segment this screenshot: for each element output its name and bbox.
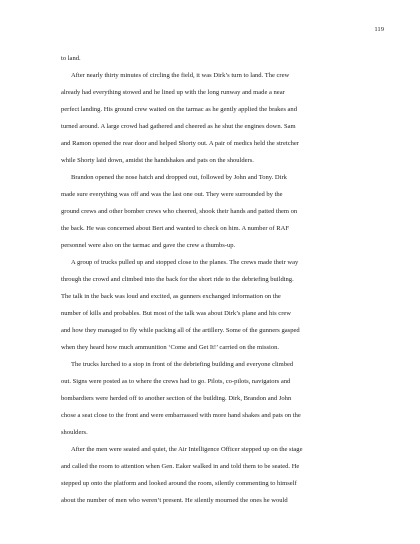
text-line: through the crowd and climbed into the back for the short ride to the debriefing building. [61, 276, 294, 283]
text-line: chose a seat close to the front and were embarrassed with more hand shakes and pats on the [61, 412, 301, 419]
text-line: After the men were seated and quiet, the Air Intelligence Officer stepped up on the stage [71, 446, 303, 453]
text-line: and how they managed to fly while packing all of the artillery. Some of the gunners gasped [61, 327, 300, 334]
text-line: personnel were also on the tarmac and gave the crew a thumbs-up. [61, 242, 236, 249]
text-line: The talk in the back was loud and excited, as gunners exchanged information on the [61, 293, 281, 300]
text-line: made sure everything was off and was the last one out. They were surrounded by the [61, 191, 283, 198]
text-line: Brandon opened the nose hatch and dropped out, followed by John and Tony. Dirk [71, 174, 287, 181]
text-line: shoulders. [61, 429, 88, 436]
text-line: to land. [61, 55, 81, 62]
text-line: already had everything stowed and he lined up with the long runway and made a near [61, 89, 285, 96]
text-line: about the number of men who weren’t present. He silently mourned the ones he would [61, 497, 288, 504]
text-line: and called the room to attention when Gen. Eaker walked in and told them to be seated. He [61, 463, 300, 470]
text-line: A group of trucks pulled up and stopped close to the planes. The crews made their way [71, 259, 299, 266]
page-number: 119 [374, 26, 384, 33]
text-line: ground crews and other bomber crews who cheered, shook their hands and patted them on [61, 208, 298, 215]
text-line: turned around. A large crowd had gathered and cheered as he shut the engines down. Sam [61, 123, 296, 130]
text-line: The trucks lurched to a stop in front of the debriefing building and everyone climbed [71, 361, 294, 368]
text-line: when they heard how much ammunition ‘Come and Get It!’ carried on the mission. [61, 344, 280, 351]
text-line: the back. He was concerned about Bert and wanted to check on him. A number of RAF [61, 225, 289, 232]
text-line: number of kills and probables. But most of the talk was about Dirk’s plane and his crew [61, 310, 292, 317]
text-line: while Shorty laid down, amidst the handshakes and pats on the shoulders. [61, 157, 254, 164]
text-line: perfect landing. His ground crew waited on the tarmac as he gently applied the brakes and [61, 106, 297, 113]
text-line: out. Signs were posted as to where the crews had to go. Pilots, co-pilots, navigators and [61, 378, 291, 385]
paragraph-block [61, 50, 361, 509]
body-text [61, 50, 361, 509]
text-line: After nearly thirty minutes of circling the field, it was Dirk’s turn to land. The crew [71, 72, 290, 79]
text-line: stepped up onto the platform and looked around the room, silently commenting to himself [61, 480, 297, 487]
text-line: and Ramon opened the rear door and helped Shorty out. A pair of medics held the stretcher [61, 140, 299, 147]
text-line: bombardiers were herded off to another section of the building. Dirk, Brandon and John [61, 395, 292, 402]
